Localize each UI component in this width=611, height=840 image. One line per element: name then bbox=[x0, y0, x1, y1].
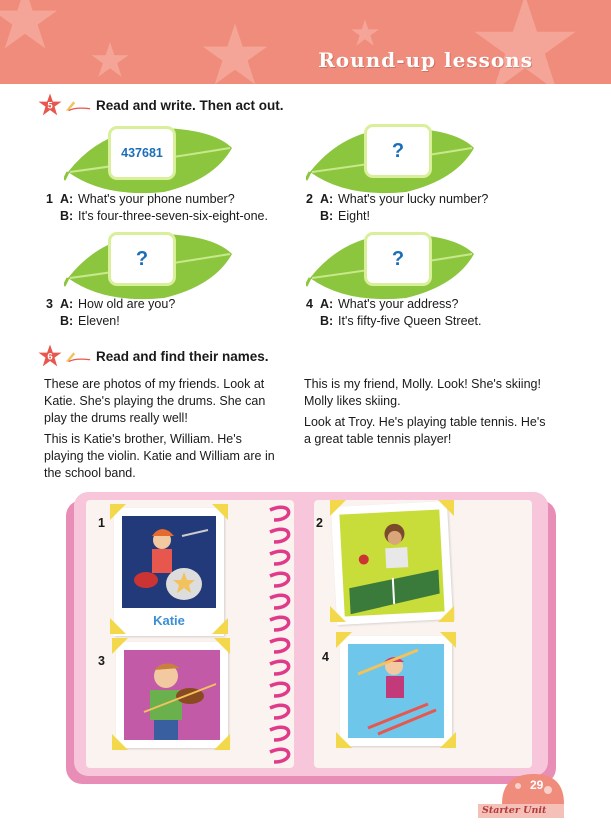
photo-number: 2 bbox=[316, 516, 323, 530]
answer-card: ? bbox=[364, 232, 432, 286]
page-number-badge bbox=[478, 772, 564, 833]
dialog-3: 3 A: How old are you? B: Eleven! bbox=[46, 297, 176, 328]
star-icon bbox=[0, 0, 60, 54]
exercise-number-star-icon bbox=[38, 93, 62, 117]
star-icon bbox=[200, 20, 270, 84]
photo-number: 4 bbox=[322, 650, 329, 664]
exercise-6-title: Read and find their names. bbox=[96, 348, 269, 364]
dialog-2: 2 A: What's your lucky number? B: Eight! bbox=[306, 192, 489, 223]
text-column-left: These are photos of my friends. Look at Katie. She's playing the drums. She can play the drums really well! This is Katie's brother, William. He's playing the violin. Katie and William are in the school band. bbox=[44, 377, 275, 480]
page-header bbox=[0, 0, 611, 84]
photo-corners bbox=[64, 486, 558, 786]
unit-label: Starter Unit bbox=[482, 805, 547, 816]
pencil-icon bbox=[64, 97, 92, 113]
dialog-1: 1 A: What's your phone number? B: It's four-three-seven-six-eight-one. bbox=[46, 192, 268, 223]
star-icon bbox=[350, 18, 380, 48]
star-icon bbox=[90, 40, 130, 80]
exercise-6-heading bbox=[38, 344, 269, 368]
answer-card: 437681 bbox=[108, 126, 176, 180]
answer-card: ? bbox=[108, 232, 176, 286]
photo-number: 1 bbox=[98, 516, 105, 530]
photo-notebook bbox=[64, 486, 558, 786]
page-number: 29 bbox=[530, 778, 544, 792]
mushroom-icon bbox=[478, 772, 564, 828]
exercise-number-star-icon bbox=[38, 344, 62, 368]
pencil-icon bbox=[64, 348, 92, 364]
dialog-4: 4 A: What's your address? B: It's fifty-five Queen Street. bbox=[306, 297, 482, 328]
answer-card: ? bbox=[364, 124, 432, 178]
text-column-right: This is my friend, Molly. Look! She's skiing! Molly likes skiing. Look at Troy. He's playing table tennis. He's a great table tennis player! bbox=[304, 377, 546, 446]
exercise-5-heading bbox=[38, 93, 284, 117]
page-title: Round-up lessons bbox=[318, 48, 533, 72]
svg-text:6: 6 bbox=[47, 351, 53, 363]
name-label: Katie bbox=[153, 613, 185, 628]
svg-text:5: 5 bbox=[47, 100, 53, 112]
exercise-5-title: Read and write. Then act out. bbox=[96, 97, 284, 113]
photo-number: 3 bbox=[98, 654, 105, 668]
